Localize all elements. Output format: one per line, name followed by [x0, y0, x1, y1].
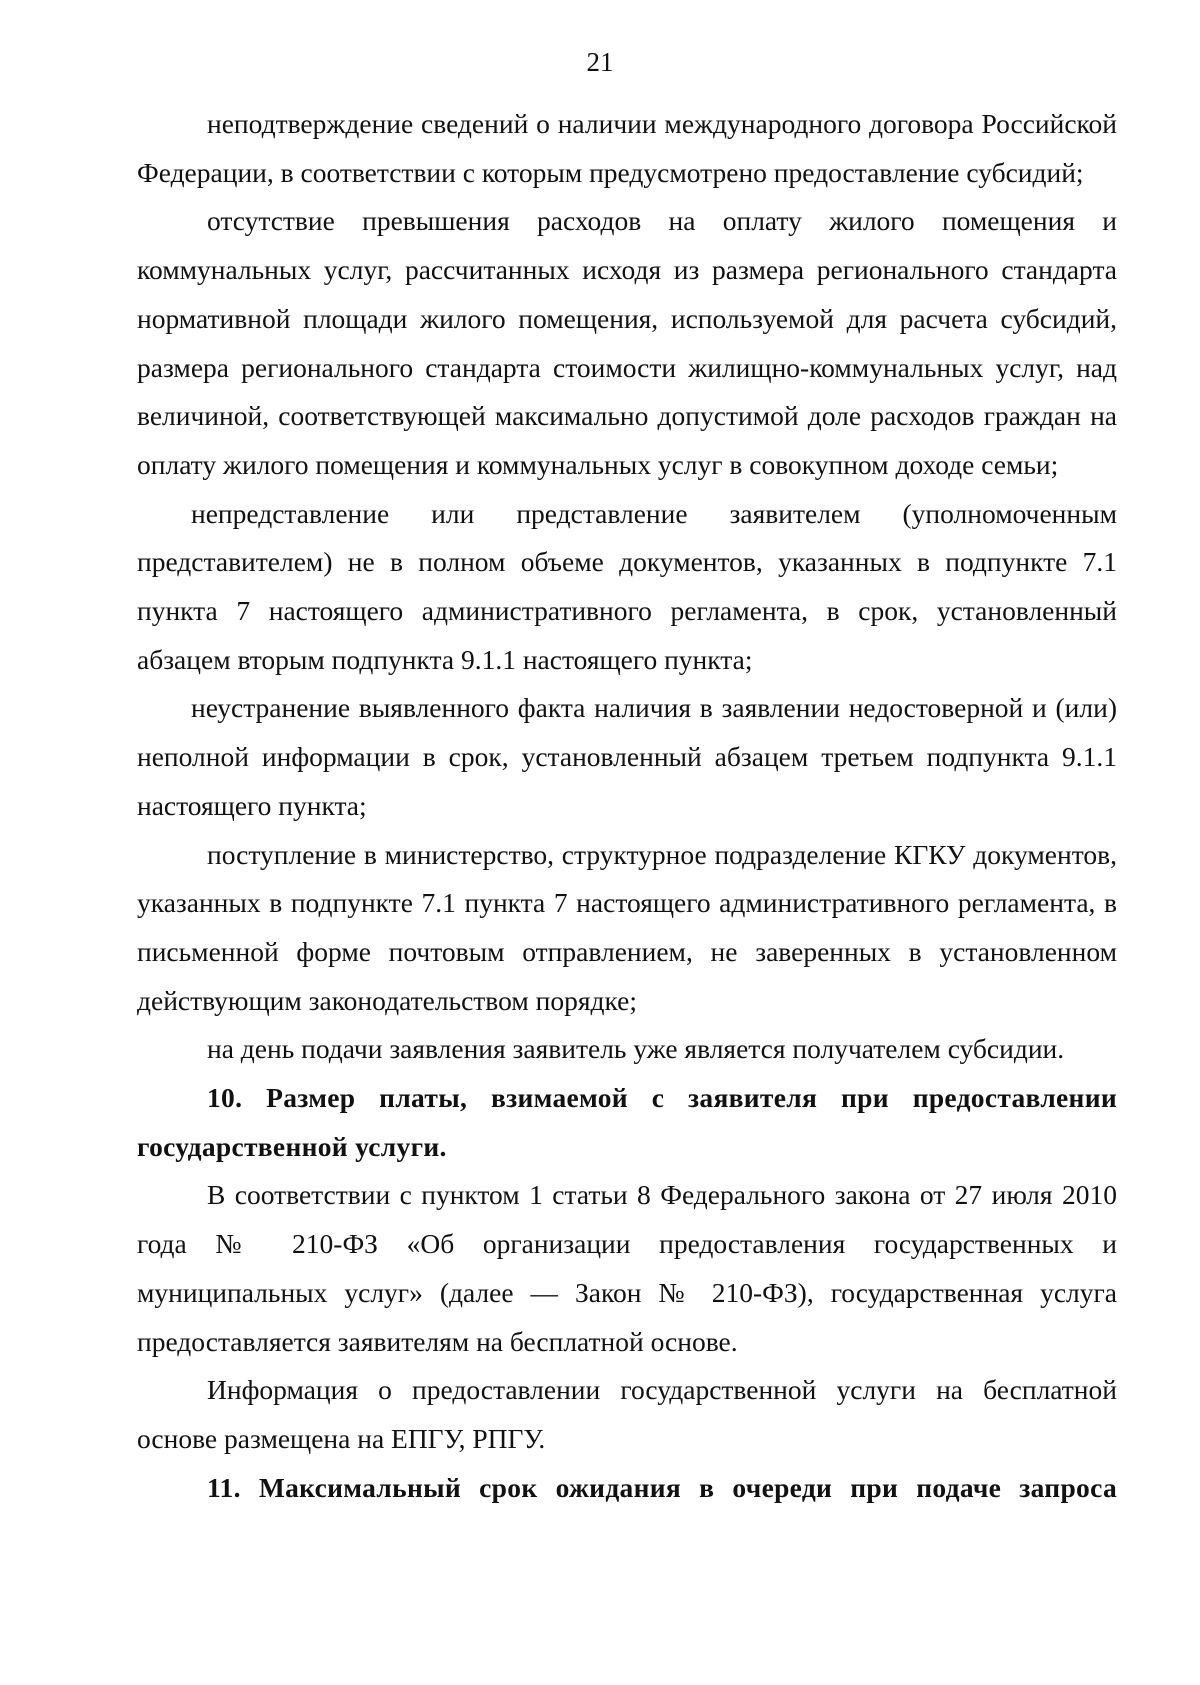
paragraph-info-placement: Информация о предоставлении государственной услуги на бесплатной основе размещена на ЕПГУ, РПГУ. [137, 1374, 1117, 1454]
paragraph-unreliable-information: неустранение выявленного факта наличия в заявлении недостоверной и (или) неполной информации в срок, установленный абзацем третьем подпункта 9.1.1 настоящего пункта; [137, 692, 1117, 821]
paragraph-uncertified-documents: поступление в министерство, структурное подразделение КГКУ документов, указанных в подпункте 7.1 пункта 7 настоящего административного регламента, в письменной форме почтовым отправлением, не заверенных в установленном действующим законодательством порядке; [137, 838, 1117, 1016]
paragraph-incomplete-documents: непредставление или представление заявителем (уполномоченным представителем) не в полном объеме документов, указанных в подпункте 7.1 пункта 7 настоящего административного регламента, в срок, установленный абзацем вторым подпункта 9.1.1 настоящего пункта; [137, 497, 1117, 675]
section-heading-fee: 10. Размер платы, взимаемой с заявителя при предоставлении государственной услуги. [137, 1082, 1117, 1162]
paragraph-already-recipient: на день подачи заявления заявитель уже является получателем субсидии. [207, 1033, 1065, 1065]
paragraph-no-excess-expenses: отсутствие превышения расходов на оплату жилого помещения и коммунальных услуг, рассчитанных исходя из размера регионального стандарта нормативной площади жилого помещения, используемой для расчета субсидий, размера регионального стандарта стоимости жилищно-коммунальных услуг, над величиной, соответствующей максимально допустимой доле расходов граждан на оплату жилого помещения и коммунальных услуг в совокупном доходе семьи; [137, 205, 1117, 480]
page-number: 21 [586, 47, 614, 77]
paragraph-no-treaty-confirmation: неподтверждение сведений о наличии международного договора Российской Федерации, в соответствии с которым предусмотрено предоставление субсидий; [137, 108, 1117, 188]
document-body [137, 100, 1117, 1512]
paragraph-free-of-charge: В соответствии с пунктом 1 статьи 8 Федерального закона от 27 июля 2010 года № 210-ФЗ «Об организации предоставления государственных и муниципальных услуг» (далее — Закон № 210-ФЗ), государственная услуга предоставляется заявителям на бесплатной основе. [137, 1179, 1117, 1357]
section-heading-queue-time: 11. Максимальный срок ожидания в очереди при подаче запроса [207, 1471, 1117, 1503]
